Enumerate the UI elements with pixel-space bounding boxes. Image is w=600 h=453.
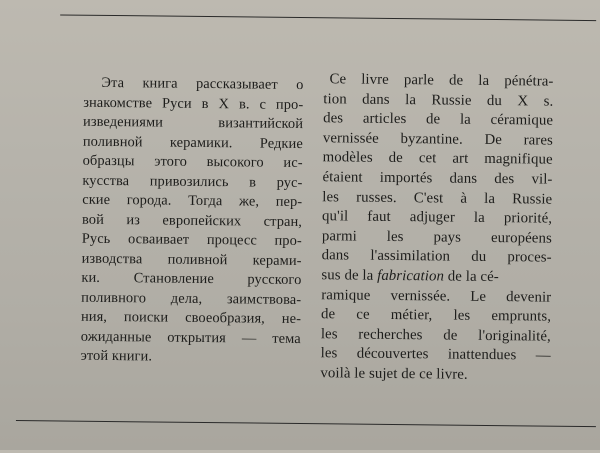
top-rule <box>60 14 596 21</box>
fr-text: de la cé- <box>443 268 499 286</box>
fr-line: les russes. C'est à la Russie <box>322 188 553 208</box>
ru-line: ния, поиски своеобразия, не- <box>80 308 302 328</box>
ru-line: Русь осваивает процесс про- <box>81 230 302 250</box>
ru-line: кусства привозились в рус- <box>82 172 303 191</box>
ru-line: вой из европейских стран, <box>81 211 303 230</box>
fr-line: les découvertes inattendues — <box>320 345 551 364</box>
ru-line: поливной керамики. Редкие <box>82 133 303 152</box>
fr-line: Ce livre parle de la pénétra- <box>329 71 554 90</box>
ru-line: поливного дела, заимствова- <box>81 289 302 308</box>
ru-line: знакомстве Руси в X в. с про- <box>83 94 304 113</box>
ru-line: этой книги. <box>80 347 153 365</box>
fr-text: sus de la <box>321 267 378 284</box>
fr-line: parmi les pays européens <box>321 227 552 247</box>
fr-line: tion dans la Russie du X s. <box>323 90 554 110</box>
fr-line: étaient importés dans des vil- <box>322 169 553 188</box>
fr-line: modèles de cet art magnifique <box>322 149 553 169</box>
ru-line: образцы этого высокого ис- <box>82 152 303 172</box>
fr-line: qu'il faut adjuger la priorité, <box>322 208 553 227</box>
fr-line: de ce métier, les emprunts, <box>320 306 552 325</box>
ru-line: изводства поливной керами- <box>81 250 302 269</box>
fr-line: dans l'assimilation du proces- <box>321 247 552 266</box>
russian-paragraph <box>81 74 304 369</box>
ru-line: ские города. Тогда же, пер- <box>82 191 303 211</box>
bottom-rule <box>16 420 596 427</box>
ru-line: изведениями византийской <box>82 113 304 133</box>
fr-line: les recherches de l'originalité, <box>320 325 551 345</box>
fr-line: voilà le sujet de ce livre. <box>320 365 468 383</box>
fr-emphasis: fabrication <box>377 267 445 285</box>
ru-line: ожиданные открытия — тема <box>80 328 301 347</box>
fr-line: vernissée byzantine. De rares <box>322 130 553 149</box>
french-paragraph <box>320 70 553 386</box>
fr-line-mixed <box>321 266 551 288</box>
fr-line: ramique vernissée. Le devenir <box>321 286 552 306</box>
ru-line: ки. Становление русского <box>81 269 302 289</box>
ru-line: Эта книга рассказывает о <box>101 74 304 94</box>
fr-line: des articles de la céramique <box>323 110 554 129</box>
